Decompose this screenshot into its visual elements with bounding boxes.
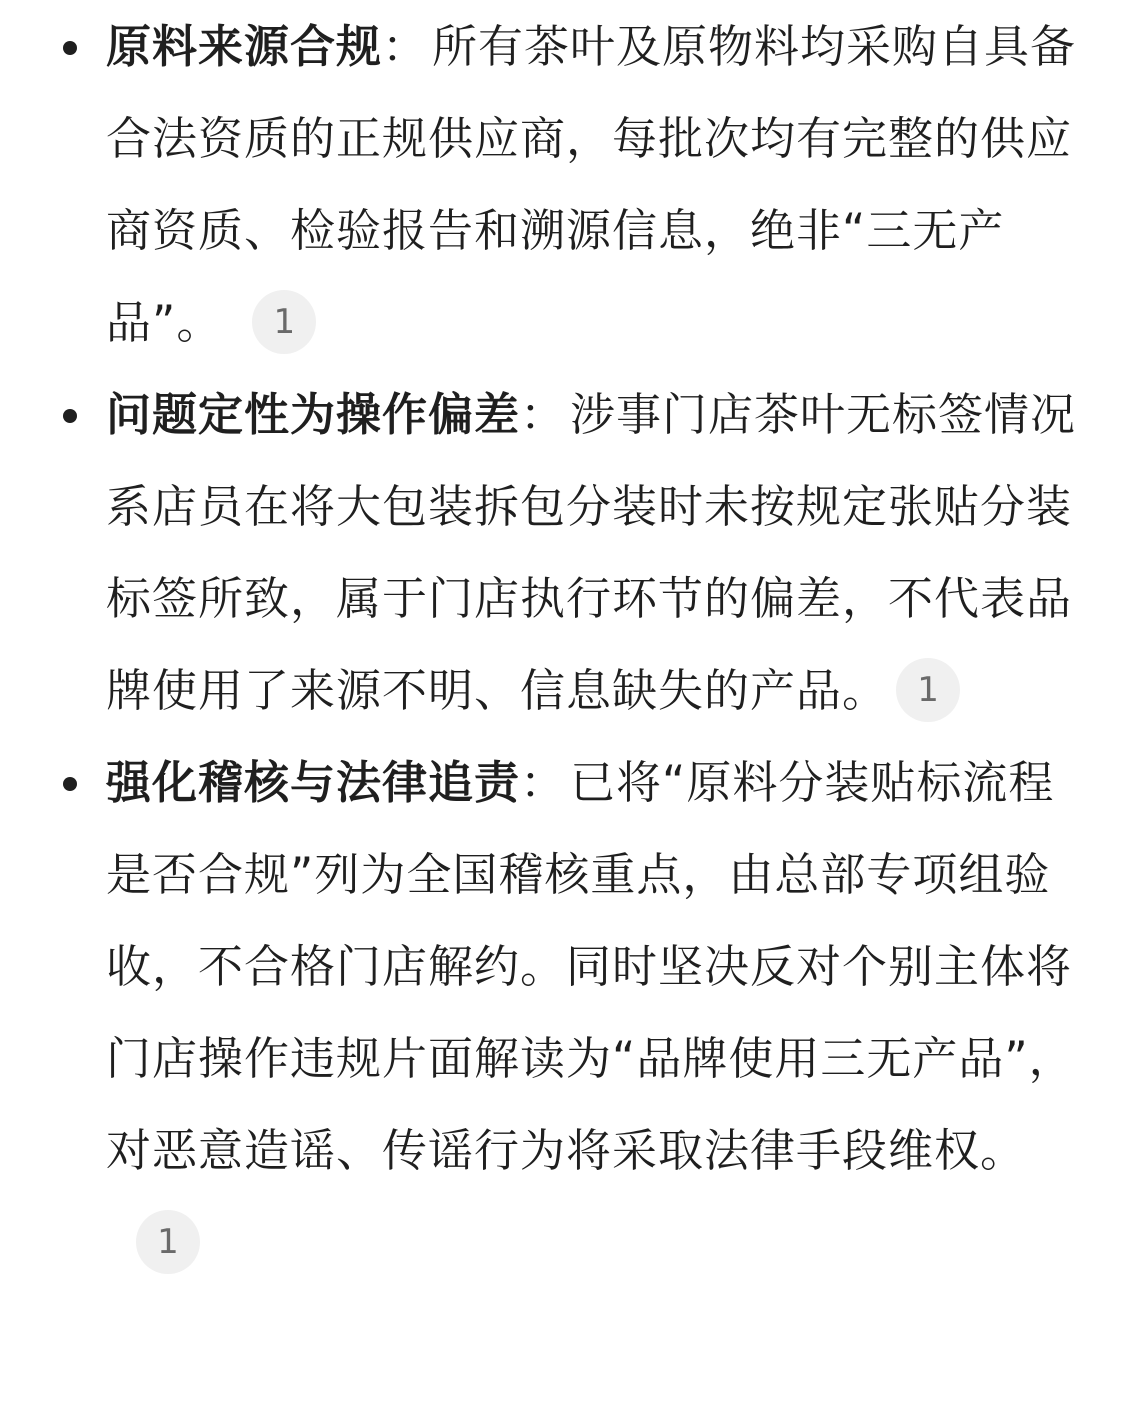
item-colon: ： (382, 20, 429, 73)
item-text: 已将“原料分装贴标流程是否合规”列为全国稽核重点，由总部专项组验收，不合格门店解约。同时坚决反对个别主体将门店操作违规片面解读为“品牌使用三无产品”，对恶意造谣、传谣行为将采取法律手段维权。 (106, 756, 1075, 1177)
list-item-audit-legal (0, 737, 1140, 1289)
bullet-dot-icon (63, 777, 77, 791)
citation-badge[interactable]: 1 (252, 290, 316, 354)
citation-badge[interactable]: 1 (896, 658, 960, 722)
item-text: 所有茶叶及原物料均采购自具备合法资质的正规供应商，每批次均有完整的供应商资质、检验报告和溯源信息，绝非“三无产品”。 (106, 20, 1077, 349)
item-text: 涉事门店茶叶无标签情况系店员在将大包装拆包分装时未按规定张贴分装标签所致，属于门店执行环节的偏差，不代表品牌使用了来源不明、信息缺失的产品。 (106, 388, 1077, 717)
list-item-raw-material (0, 1, 1140, 369)
item-colon: ： (520, 388, 567, 441)
citation-badge[interactable]: 1 (136, 1210, 200, 1274)
item-colon: ： (520, 756, 567, 809)
bullet-list (0, 1, 1140, 1289)
item-title: 问题定性为操作偏差 (106, 388, 521, 441)
bullet-dot-icon (63, 41, 77, 55)
bullet-dot-icon (63, 409, 77, 423)
item-title: 强化稽核与法律追责 (106, 756, 521, 809)
list-item-issue-nature (0, 369, 1140, 737)
item-title: 原料来源合规 (106, 20, 383, 73)
